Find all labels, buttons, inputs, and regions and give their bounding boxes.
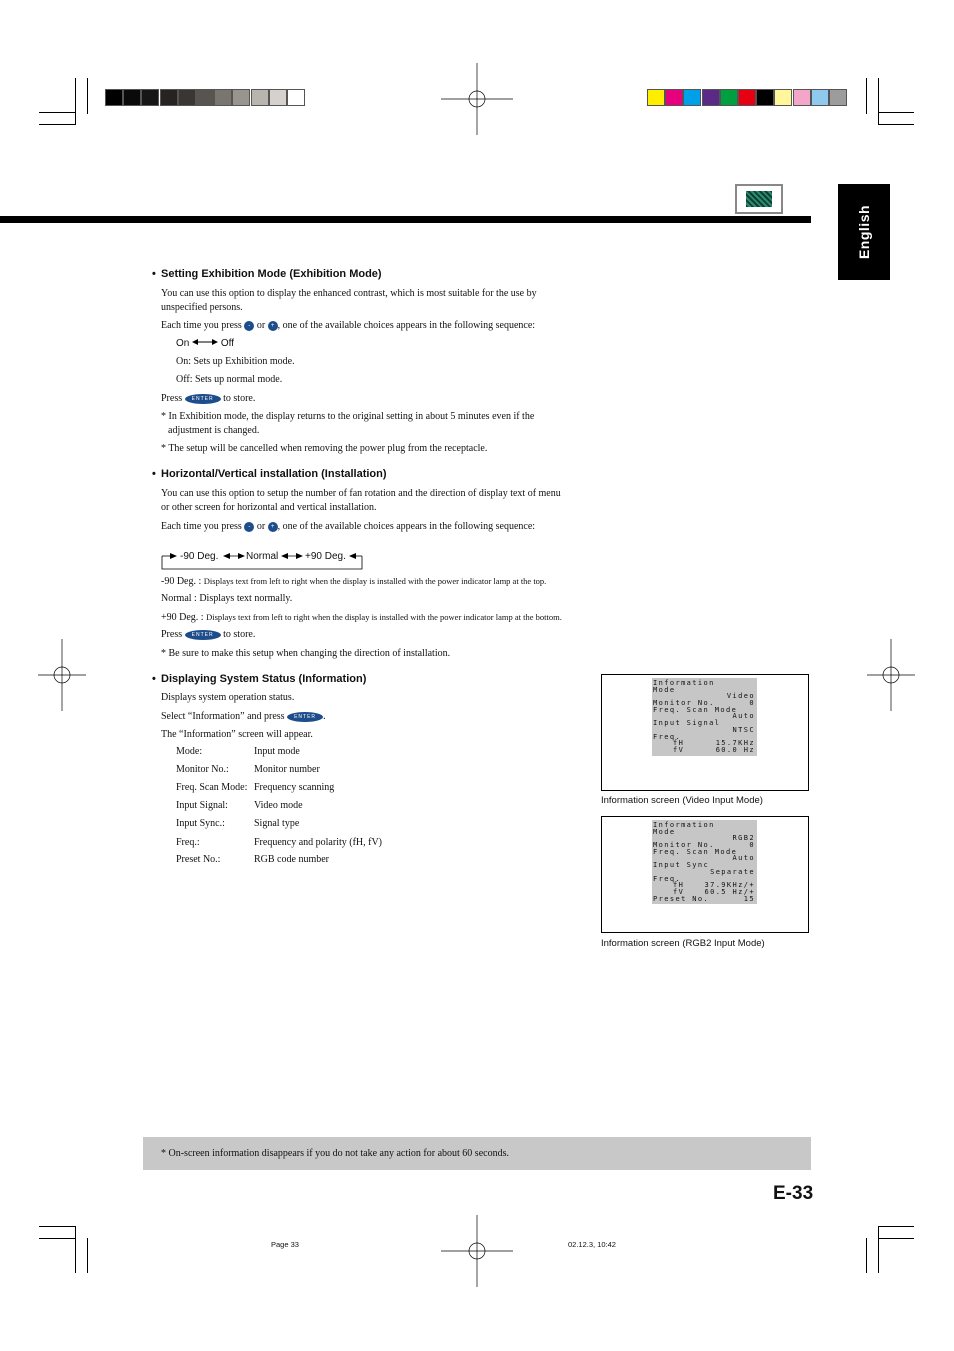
field-label: Input Signal: xyxy=(176,800,228,811)
caption-rgb2-screen: Information screen (RGB2 Input Mode) xyxy=(601,938,765,949)
installation-desc-line1: You can use this option to setup the number of fan rotation and the direction of display text of menu xyxy=(161,488,561,499)
installation-minus90-desc: -90 Deg. : Displays text from left to right when the display is installed with the power indicator lamp at the top. xyxy=(161,576,547,587)
field-label: Preset No.: xyxy=(176,854,221,865)
color-swatch xyxy=(141,89,159,106)
color-swatch xyxy=(123,89,141,106)
color-swatch xyxy=(702,89,720,106)
field-value: Monitor number xyxy=(254,764,320,775)
osd-panel-video: Information Mode Video Monitor No. 0 Freq. Scan Mode Auto Input Signal NTSC Freq. fH 15.7KHz fV 60.0 Hz xyxy=(653,679,755,754)
language-tab-label: English xyxy=(856,204,872,260)
installation-note: * Be sure to make this setup when changing the direction of installation. xyxy=(161,648,451,659)
registration-mark-bottom xyxy=(441,1215,513,1287)
color-swatch xyxy=(665,89,683,106)
color-swatch xyxy=(738,89,756,106)
exhibition-note2: * The setup will be cancelled when removing the power plug from the receptacle. xyxy=(161,443,488,454)
color-swatch xyxy=(829,89,847,106)
osd-title: Information xyxy=(653,679,715,687)
field-label: Monitor No.: xyxy=(176,764,229,775)
footer-date: 02.12.3, 10:42 xyxy=(568,1240,616,1249)
color-swatch xyxy=(269,89,287,106)
color-swatch xyxy=(287,89,305,106)
information-select: Select “Information” and press ENTER . xyxy=(161,711,326,722)
section-heading-installation: • Horizontal/Vertical installation (Installation) xyxy=(152,468,387,480)
exhibition-off-desc: Off: Sets up normal mode. xyxy=(176,374,283,385)
information-screen-video xyxy=(601,674,809,791)
field-value: Frequency scanning xyxy=(254,782,335,793)
minus-button-icon: - xyxy=(244,321,254,331)
exhibition-on-desc: On: Sets up Exhibition mode. xyxy=(176,356,295,367)
minus-button-icon: - xyxy=(244,522,254,532)
color-swatch xyxy=(160,89,178,106)
installation-normal-desc: Normal : Displays text normally. xyxy=(161,593,293,604)
color-swatch xyxy=(214,89,232,106)
information-screen-rgb2 xyxy=(601,816,809,933)
field-value: RGB code number xyxy=(254,854,329,865)
field-label: Input Sync.: xyxy=(176,818,225,829)
field-label: Mode: xyxy=(176,746,203,757)
page-number: E-33 xyxy=(773,1183,814,1204)
field-value: Input mode xyxy=(254,746,300,757)
color-swatch xyxy=(774,89,792,106)
color-swatch xyxy=(178,89,196,106)
exhibition-press-store: Press ENTER to store. xyxy=(161,393,256,404)
enter-button-icon: ENTER xyxy=(185,394,221,404)
installation-desc-line2: or other screen for horizontal and vertical installation. xyxy=(161,502,377,513)
information-appear: The “Information” screen will appear. xyxy=(161,729,313,740)
field-value: Frequency and polarity (fH, fV) xyxy=(254,837,383,848)
installation-press-store: Press ENTER to store. xyxy=(161,629,256,640)
sequence-plus90: +90 Deg. xyxy=(305,551,346,562)
exhibition-note1-line2: adjustment is changed. xyxy=(168,425,260,436)
footnote-text: * On-screen information disappears if you do not take any action for about 60 seconds. xyxy=(161,1148,509,1159)
registration-mark-top xyxy=(441,63,513,135)
sequence-minus90: -90 Deg. xyxy=(180,551,219,562)
field-value: Signal type xyxy=(254,818,300,829)
color-swatch xyxy=(756,89,774,106)
information-desc: Displays system operation status. xyxy=(161,692,295,703)
color-swatch xyxy=(793,89,811,106)
language-tab xyxy=(838,184,890,280)
osd-title: Information xyxy=(653,821,715,829)
plus-button-icon: + xyxy=(268,321,278,331)
registration-mark-right xyxy=(855,639,927,711)
color-swatch xyxy=(647,89,665,106)
field-value: Video mode xyxy=(254,800,303,811)
plus-button-icon: + xyxy=(268,522,278,532)
osd-panel-rgb2: Information Mode RGB2 Monitor No. 0 Freq. Scan Mode Auto Input Sync Separate Freq. fH 37.9KHz/+ fV 60.5 Hz/+ Preset No. 15 xyxy=(653,821,755,903)
color-swatch xyxy=(720,89,738,106)
color-swatch xyxy=(232,89,250,106)
enter-button-icon: ENTER xyxy=(287,712,323,722)
section-heading-exhibition: • Setting Exhibition Mode (Exhibition Mode) xyxy=(152,268,382,280)
installation-plus90-desc: +90 Deg. : Displays text from left to right when the display is installed with the power indicator lamp at the bottom. xyxy=(161,612,562,623)
installation-each-time: Each time you press - or + , one of the available choices appears in the following sequence: xyxy=(161,521,536,532)
exhibition-each-time: Each time you press - or + , one of the available choices appears in the following sequence: xyxy=(161,320,536,331)
color-swatch xyxy=(196,89,214,106)
exhibition-sequence: On Off xyxy=(176,338,235,349)
color-swatch xyxy=(811,89,829,106)
color-swatch xyxy=(683,89,701,106)
color-swatch xyxy=(251,89,269,106)
exhibition-note1-line1: * In Exhibition mode, the display returns to the original setting in about 5 minutes even if the xyxy=(161,411,535,422)
color-swatch xyxy=(105,89,123,106)
enter-button-icon: ENTER xyxy=(185,630,221,640)
sequence-normal: Normal xyxy=(246,551,279,562)
double-arrow-icon xyxy=(192,338,218,346)
header-rule xyxy=(0,216,811,223)
caption-video-screen: Information screen (Video Input Mode) xyxy=(601,795,763,806)
field-label: Freq. Scan Mode: xyxy=(176,782,248,793)
registration-mark-left xyxy=(26,639,98,711)
footer-page: Page 33 xyxy=(271,1240,299,1249)
footnote-bar xyxy=(143,1137,811,1170)
exhibition-desc-line2: unspecified persons. xyxy=(161,302,243,313)
field-label: Freq.: xyxy=(176,837,200,848)
section-heading-information: • Displaying System Status (Information) xyxy=(152,673,367,685)
monitor-thumbnail-icon xyxy=(735,184,783,214)
exhibition-desc-line1: You can use this option to display the enhanced contrast, which is most suitable for the use by xyxy=(161,288,537,299)
